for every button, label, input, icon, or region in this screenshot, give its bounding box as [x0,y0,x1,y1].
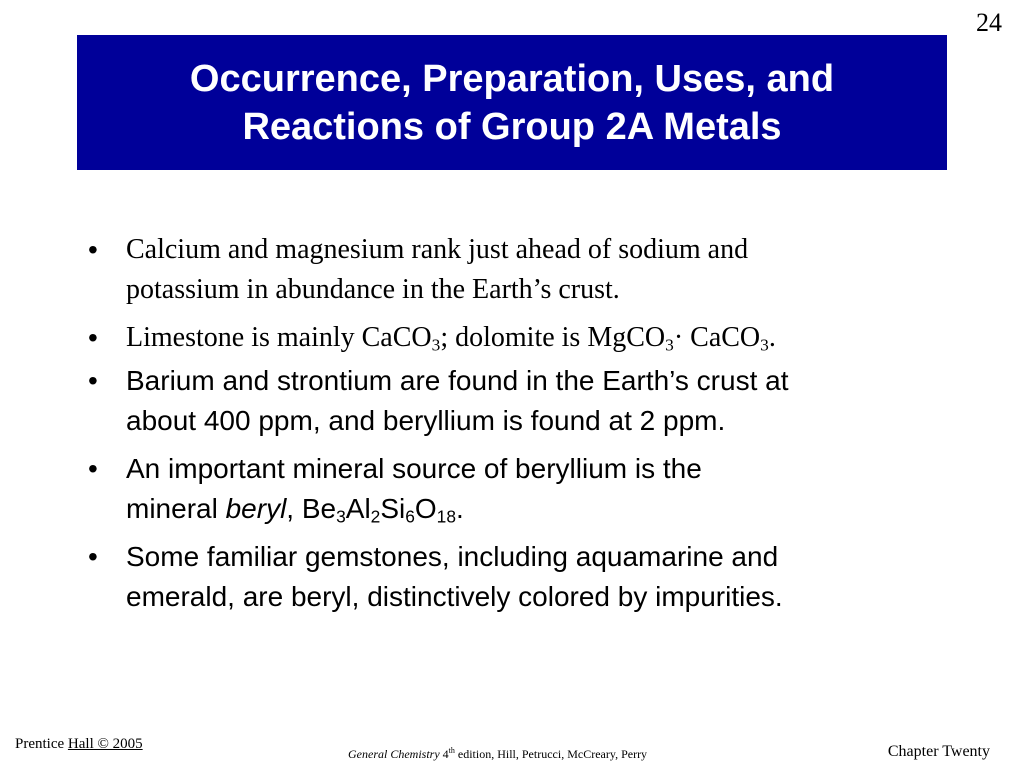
bullet-1-line-2: potassium in abundance in the Earth’s crust. [126,274,620,305]
bullet-2-text: Limestone is mainly CaCO$_3$; dolomite is MgCO$_3$· CaCO$_3$. [126,322,776,355]
bullet-dot-icon: • [88,234,98,265]
bullet-dot-icon: • [88,453,98,484]
bullet-dot-icon: • [88,541,98,572]
title-line-2: Reactions of Group 2A Metals [242,105,782,148]
bullet-dot-icon: • [88,365,98,396]
publisher-link[interactable]: Hall © 2005 [67,736,143,752]
bullet-item-1 [88,230,958,310]
bullet-4-line-1: An important mineral source of beryllium is the [126,453,702,484]
bullet-4-line-2: mineral beryl, $Be_3Al_2Si_6O_{18}$. [126,493,464,527]
bullet-list [88,230,958,617]
bullet-item-5 [88,537,958,617]
bullet-1-line-1: Calcium and magnesium rank just ahead of sodium and [126,234,749,265]
footer-book-credit: General Chemistry 4th edition, Hill, Petrucci, McCreary, Perry [348,746,648,761]
title-line-1: Occurrence, Preparation, Uses, and [189,57,835,100]
bullet-item-4 [88,449,958,529]
bullet-item-3 [88,361,958,441]
beryl-italic: beryl [225,493,287,524]
footer-chapter: Chapter Twenty [887,743,990,760]
title-banner [77,35,947,170]
bullet-5-line-1: Some familiar gemstones, including aquamarine and [126,541,779,572]
bullet-3-line-2: about 400 ppm, and beryllium is found at 2 ppm. [126,405,726,436]
bullet-item-2 [88,318,958,358]
slide-number: 24 [976,8,1002,37]
bullet-3-line-1: Barium and strontium are found in the Earth’s crust at [126,365,789,396]
footer-publisher: Prentice Hall © 2005 [15,736,143,752]
bullet-5-line-2: emerald, are beryl, distinctively colored by impurities. [126,581,783,612]
bullet-dot-icon: • [88,322,98,353]
